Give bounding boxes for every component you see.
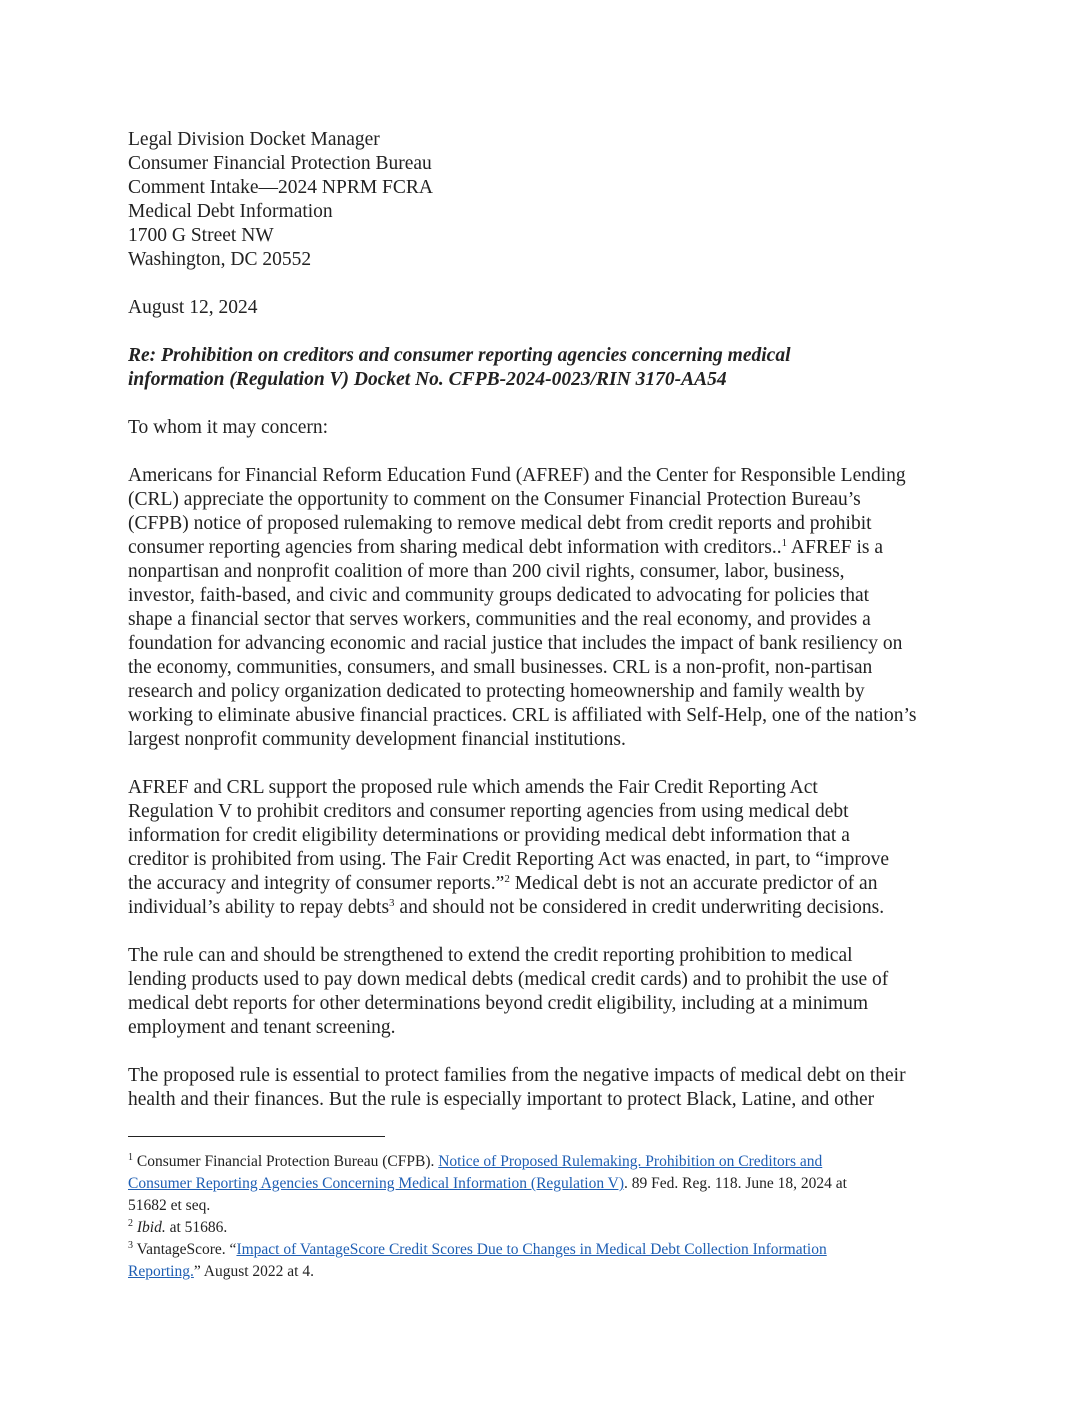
footnote-3-line: [128, 1239, 968, 1261]
footnote-link-nprm[interactable]: Notice of Proposed Rulemaking. Prohibition on Creditors and: [438, 1153, 823, 1170]
text-line: [128, 872, 968, 896]
text-run: Medical debt is not an accurate predictor of an: [509, 873, 878, 894]
text-run: consumer reporting agencies from sharing medical debt information with creditors..: [128, 537, 782, 558]
subject-line-1: Re: Prohibition on creditors and consumer reporting agencies concerning medical: [128, 345, 791, 366]
text-line: (CFPB) notice of proposed rulemaking to remove medical debt from credit reports and prohibit: [128, 513, 872, 534]
footnote-number: 1: [128, 1152, 133, 1163]
footnote-3-line: [128, 1261, 968, 1283]
text-line: nonpartisan and nonprofit coalition of more than 200 civil rights, consumer, labor, business,: [128, 561, 845, 582]
text-line: (CRL) appreciate the opportunity to comment on the Consumer Financial Protection Bureau’s: [128, 489, 861, 510]
footnote-ref-2[interactable]: 2: [504, 873, 510, 885]
footnote-link-vantagescore[interactable]: Reporting.: [128, 1263, 194, 1280]
salutation: To whom it may concern:: [128, 417, 329, 438]
footnote-link-vantagescore[interactable]: Impact of VantageScore Credit Scores Due to Changes in Medical Debt Collection Information: [236, 1241, 827, 1258]
recipient-address: [128, 128, 968, 272]
text-line: AFREF and CRL support the proposed rule which amends the Fair Credit Reporting Act: [128, 777, 818, 798]
text-line: The rule can and should be strengthened to extend the credit reporting prohibition to medical: [128, 945, 853, 966]
footnote-text: Consumer Financial Protection Bureau (CFPB).: [133, 1153, 439, 1170]
paragraph-3: [128, 944, 968, 1040]
footnote-separator: [128, 1136, 385, 1137]
letter-date: August 12, 2024: [128, 297, 258, 318]
footnote-1-line: 51682 et seq.: [128, 1197, 211, 1214]
text-line: the economy, communities, consumers, and small businesses. CRL is a non-profit, non-partisan: [128, 657, 873, 678]
address-line: Comment Intake—2024 NPRM FCRA: [128, 177, 433, 198]
text-run: the accuracy and integrity of consumer reports.”: [128, 873, 505, 894]
text-line: employment and tenant screening.: [128, 1017, 396, 1038]
text-line: information for credit eligibility determinations or providing medical debt information that a: [128, 825, 850, 846]
footnote-text: VantageScore. “: [133, 1241, 237, 1258]
footnote-2-line: [128, 1217, 968, 1239]
paragraph-1: [128, 464, 968, 752]
footnote-number: 2: [128, 1218, 133, 1229]
text-line: shape a financial sector that serves workers, communities and the real economy, and provides a: [128, 609, 871, 630]
text-line: investor, faith-based, and civic and community groups dedicated to advocating for policies that: [128, 585, 870, 606]
text-line: health and their finances. But the rule is especially important to protect Black, Latine, and other: [128, 1089, 875, 1110]
address-line: Consumer Financial Protection Bureau: [128, 153, 432, 174]
text-line: Americans for Financial Reform Education Fund (AFREF) and the Center for Responsible Lending: [128, 465, 906, 486]
subject-line: [128, 344, 968, 392]
address-line: 1700 G Street NW: [128, 225, 274, 246]
footnote-number: 3: [128, 1240, 133, 1251]
text-run: AFREF is a: [787, 537, 883, 558]
text-run: and should not be considered in credit underwriting decisions.: [394, 897, 885, 918]
paragraph-4: [128, 1064, 968, 1112]
text-line: foundation for advancing economic and racial justice that includes the impact of bank resiliency on: [128, 633, 903, 654]
text-line: largest nonprofit community development financial institutions.: [128, 729, 626, 750]
footnote-text: . 89 Fed. Reg. 118. June 18, 2024 at: [624, 1175, 847, 1192]
footnote-ref-1[interactable]: 1: [781, 537, 788, 549]
footnotes: [128, 1151, 968, 1283]
text-line: Regulation V to prohibit creditors and consumer reporting agencies from using medical debt: [128, 801, 849, 822]
text-line: lending products used to pay down medical debts (medical credit cards) and to prohibit the use of: [128, 969, 889, 990]
text-line: [128, 896, 968, 920]
text-line: medical debt reports for other determinations beyond credit eligibility, including at a minimum: [128, 993, 869, 1014]
footnote-text: ” August 2022 at 4.: [193, 1263, 314, 1280]
footnote-1-line: [128, 1173, 968, 1195]
footnote-link-nprm[interactable]: Consumer Reporting Agencies Concerning Medical Information (Regulation V): [128, 1175, 625, 1192]
footnote-ibid: Ibid.: [136, 1219, 166, 1236]
text-line: creditor is prohibited from using. The Fair Credit Reporting Act was enacted, in part, to “improve: [128, 849, 890, 870]
footnote-text: at 51686.: [165, 1219, 228, 1236]
footnote-1-line: [128, 1151, 968, 1173]
paragraph-2: [128, 776, 968, 920]
address-line: Washington, DC 20552: [128, 249, 312, 270]
text-line: [128, 536, 968, 560]
subject-line-2: information (Regulation V) Docket No. CFPB-2024-0023/RIN 3170-AA54: [128, 369, 727, 390]
address-line: Legal Division Docket Manager: [128, 129, 380, 150]
address-line: Medical Debt Information: [128, 201, 333, 222]
text-line: research and policy organization dedicated to protecting homeownership and family wealth by: [128, 681, 865, 702]
footnote-ref-3[interactable]: 3: [389, 897, 395, 909]
text-run: individual’s ability to repay debts: [128, 897, 390, 918]
text-line: working to eliminate abusive financial practices. CRL is affiliated with Self-Help, one of the nation’s: [128, 705, 917, 726]
text-line: The proposed rule is essential to protect families from the negative impacts of medical debt on their: [128, 1065, 906, 1086]
